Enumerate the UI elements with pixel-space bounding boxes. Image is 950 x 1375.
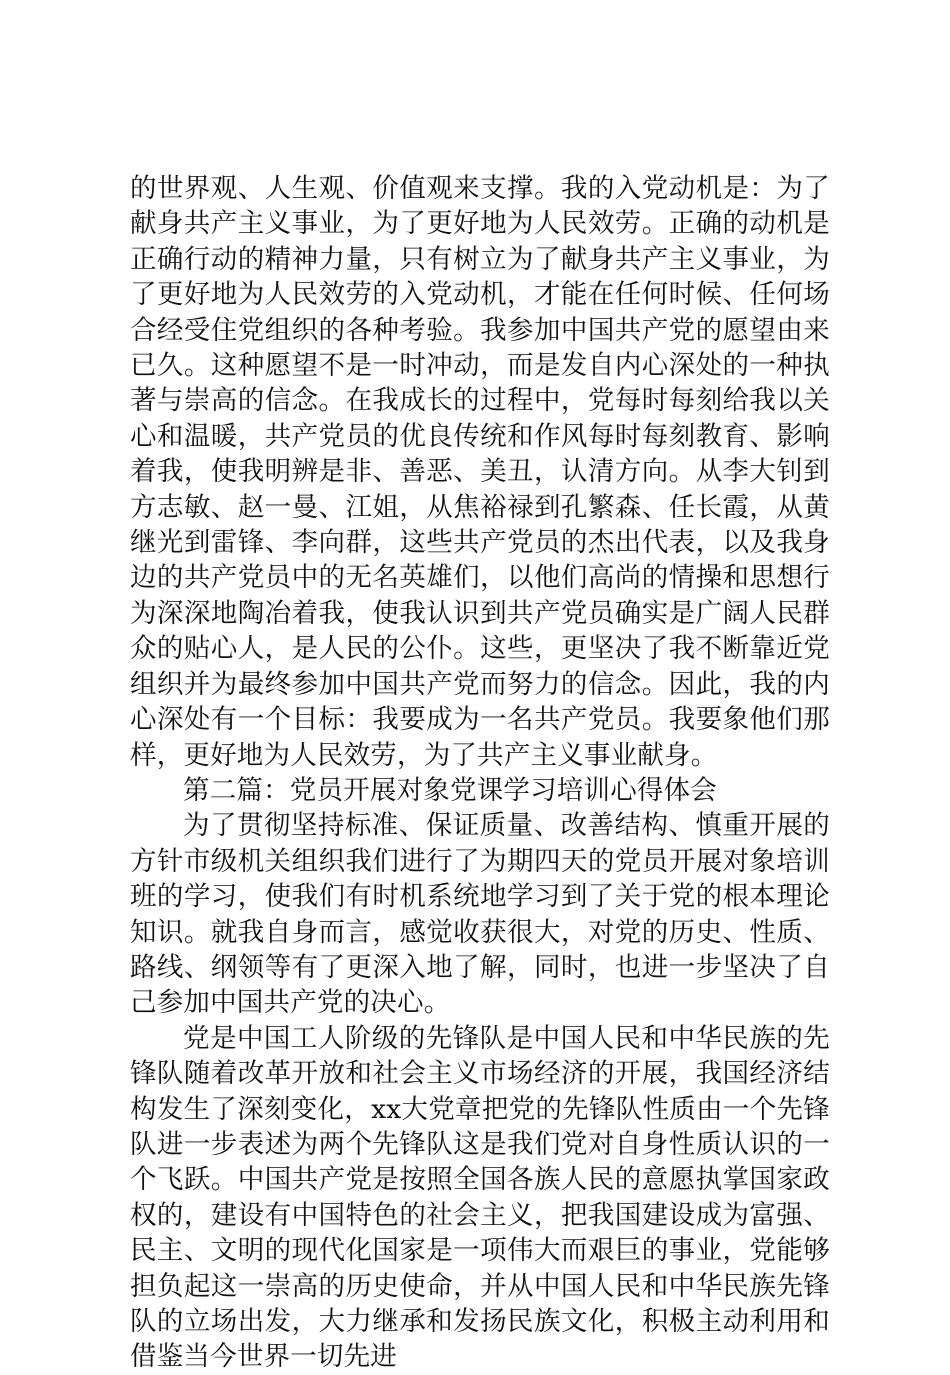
section-heading: 第二篇：党员开展对象党课学习培训心得体会 — [183, 774, 717, 806]
paragraph-intro: 为了贯彻坚持标准、保证质量、改善结构、慎重开展的方针市级机关组织我们进行了为期四天的党员开展对象培训班的学习，使我们有时机系统地学习到了关于党的根本理论知识。就我自身而言，感觉收获很大，对党的历史、性质、路线、纲领等有了更深入地了解，同时，也进一步坚决了自己参加中国共产党的决心。 — [130, 810, 830, 1019]
paragraph-party-nature: 党是中国工人阶级的先锋队是中国人民和中华民族的先锋队随着改革开放和社会主义市场经济的开展，我国经济结构发生了深刻变化，xx大党章把党的先锋队性质由一个先锋队进一步表述为两个先锋队这是我们党对自身性质认识的一个飞跃。中国共产党是按照全国各族人民的意愿执掌国家政权的，建设有中国特色的社会主义，把我国建设成为富强、民主、文明的现代化国家是一项伟大而艰巨的事业，党能够担负起这一崇高的历史使命，并从中国人民和中华民族先锋队的立场出发，大力继承和发扬民族文化，积极主动利用和借鉴当今世界一切先进 — [130, 1022, 830, 1373]
document-body — [130, 171, 830, 1375]
paragraph-continuation: 的世界观、人生观、价值观来支撑。我的入党动机是：为了献身共产主义事业，为了更好地为人民效劳。正确的动机是正确行动的精神力量，只有树立为了献身共产主义事业，为了更好地为人民效劳的入党动机，才能在任何时候、任何场合经受住党组织的各种考验。我参加中国共产党的愿望由来已久。这种愿望不是一时冲动，而是发自内心深处的一种执著与崇高的信念。在我成长的过程中，党每时每刻给我以关心和温暖，共产党员的优良传统和作风每时每刻教育、影响着我，使我明辨是非、善恶、美丑，认清方向。从李大钊到方志敏、赵一曼、江姐，从焦裕禄到孔繁森、任长霞，从黄继光到雷锋、李向群，这些共产党员的杰出代表，以及我身边的共产党员中的无名英雄们，以他们高尚的情操和思想行为深深地陶冶着我，使我认识到共产党员确实是广阔人民群众的贴心人，是人民的公仆。这些，更坚决了我不断靠近党组织并为最终参加中国共产党而努力的信念。因此，我的内心深处有一个目标：我要成为一名共产党员。我要象他们那样，更好地为人民效劳，为了共产主义事业献身。 — [130, 173, 830, 771]
